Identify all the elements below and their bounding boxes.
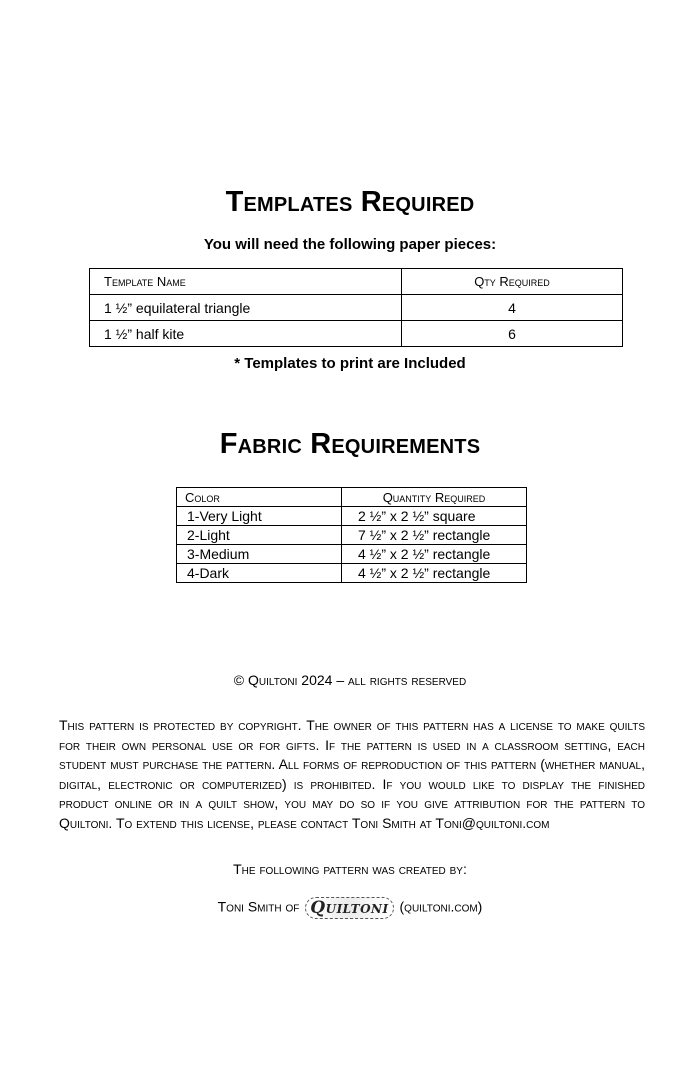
table-header-row: [177, 488, 527, 507]
byline-prefix: Toni Smith of: [217, 898, 300, 915]
fabric-color-cell: 2-Light: [177, 526, 342, 545]
fabric-qty-cell: 7 ½” x 2 ½” rectangle: [342, 526, 527, 545]
license-text: This pattern is protected by copyright. The owner of this pattern has a license to make quilts for their own personal use or for gifts. If the pattern is used in a classroom setting, each student must purchase the pattern. All forms of reproduction of this pattern (whether manual, digital, electronic or computerized) is prohibited. If you would like to display the finished product online or in a quilt show, you may do so if you give attribution for the pattern to Quiltoni. To extend this license, please contact Toni Smith at Toni@quiltoni.com: [59, 717, 645, 831]
templates-table: [89, 268, 623, 347]
templates-subtitle: You will need the following paper pieces:: [203, 236, 497, 253]
header-qty-required: Qty Required: [402, 269, 623, 295]
byline-suffix: (quiltoni.com): [399, 898, 483, 915]
fabric-color-cell: 1-Very Light: [177, 507, 342, 526]
template-name-cell: 1 ½” half kite: [90, 321, 402, 347]
copyright-notice: © Quiltoni 2024 – all rights reserved: [233, 672, 467, 688]
fabric-color-cell: 3-Medium: [177, 545, 342, 564]
author-byline: [0, 897, 700, 919]
fabric-color-cell: 4-Dark: [177, 564, 342, 583]
table-row: [90, 321, 623, 347]
header-color: Color: [177, 488, 342, 507]
table-row: [177, 526, 527, 545]
header-template-name: Template Name: [90, 269, 402, 295]
table-row: [90, 295, 623, 321]
fabric-qty-cell: 2 ½” x 2 ½” square: [342, 507, 527, 526]
template-qty-cell: 6: [402, 321, 623, 347]
fabric-table: [176, 487, 527, 583]
quiltoni-logo: Quiltoni: [305, 897, 393, 919]
template-name-cell: 1 ½” equilateral triangle: [90, 295, 402, 321]
table-row: [177, 507, 527, 526]
table-row: [177, 564, 527, 583]
template-qty-cell: 4: [402, 295, 623, 321]
fabric-qty-cell: 4 ½” x 2 ½” rectangle: [342, 545, 527, 564]
fabric-qty-cell: 4 ½” x 2 ½” rectangle: [342, 564, 527, 583]
fabric-title: Fabric Requirements: [219, 428, 481, 460]
table-row: [177, 545, 527, 564]
templates-note: * Templates to print are Included: [234, 355, 466, 372]
table-header-row: [90, 269, 623, 295]
header-quantity-required: Quantity Required: [342, 488, 527, 507]
created-by-line: The following pattern was created by:: [233, 861, 467, 877]
templates-title: Templates Required: [225, 186, 475, 218]
